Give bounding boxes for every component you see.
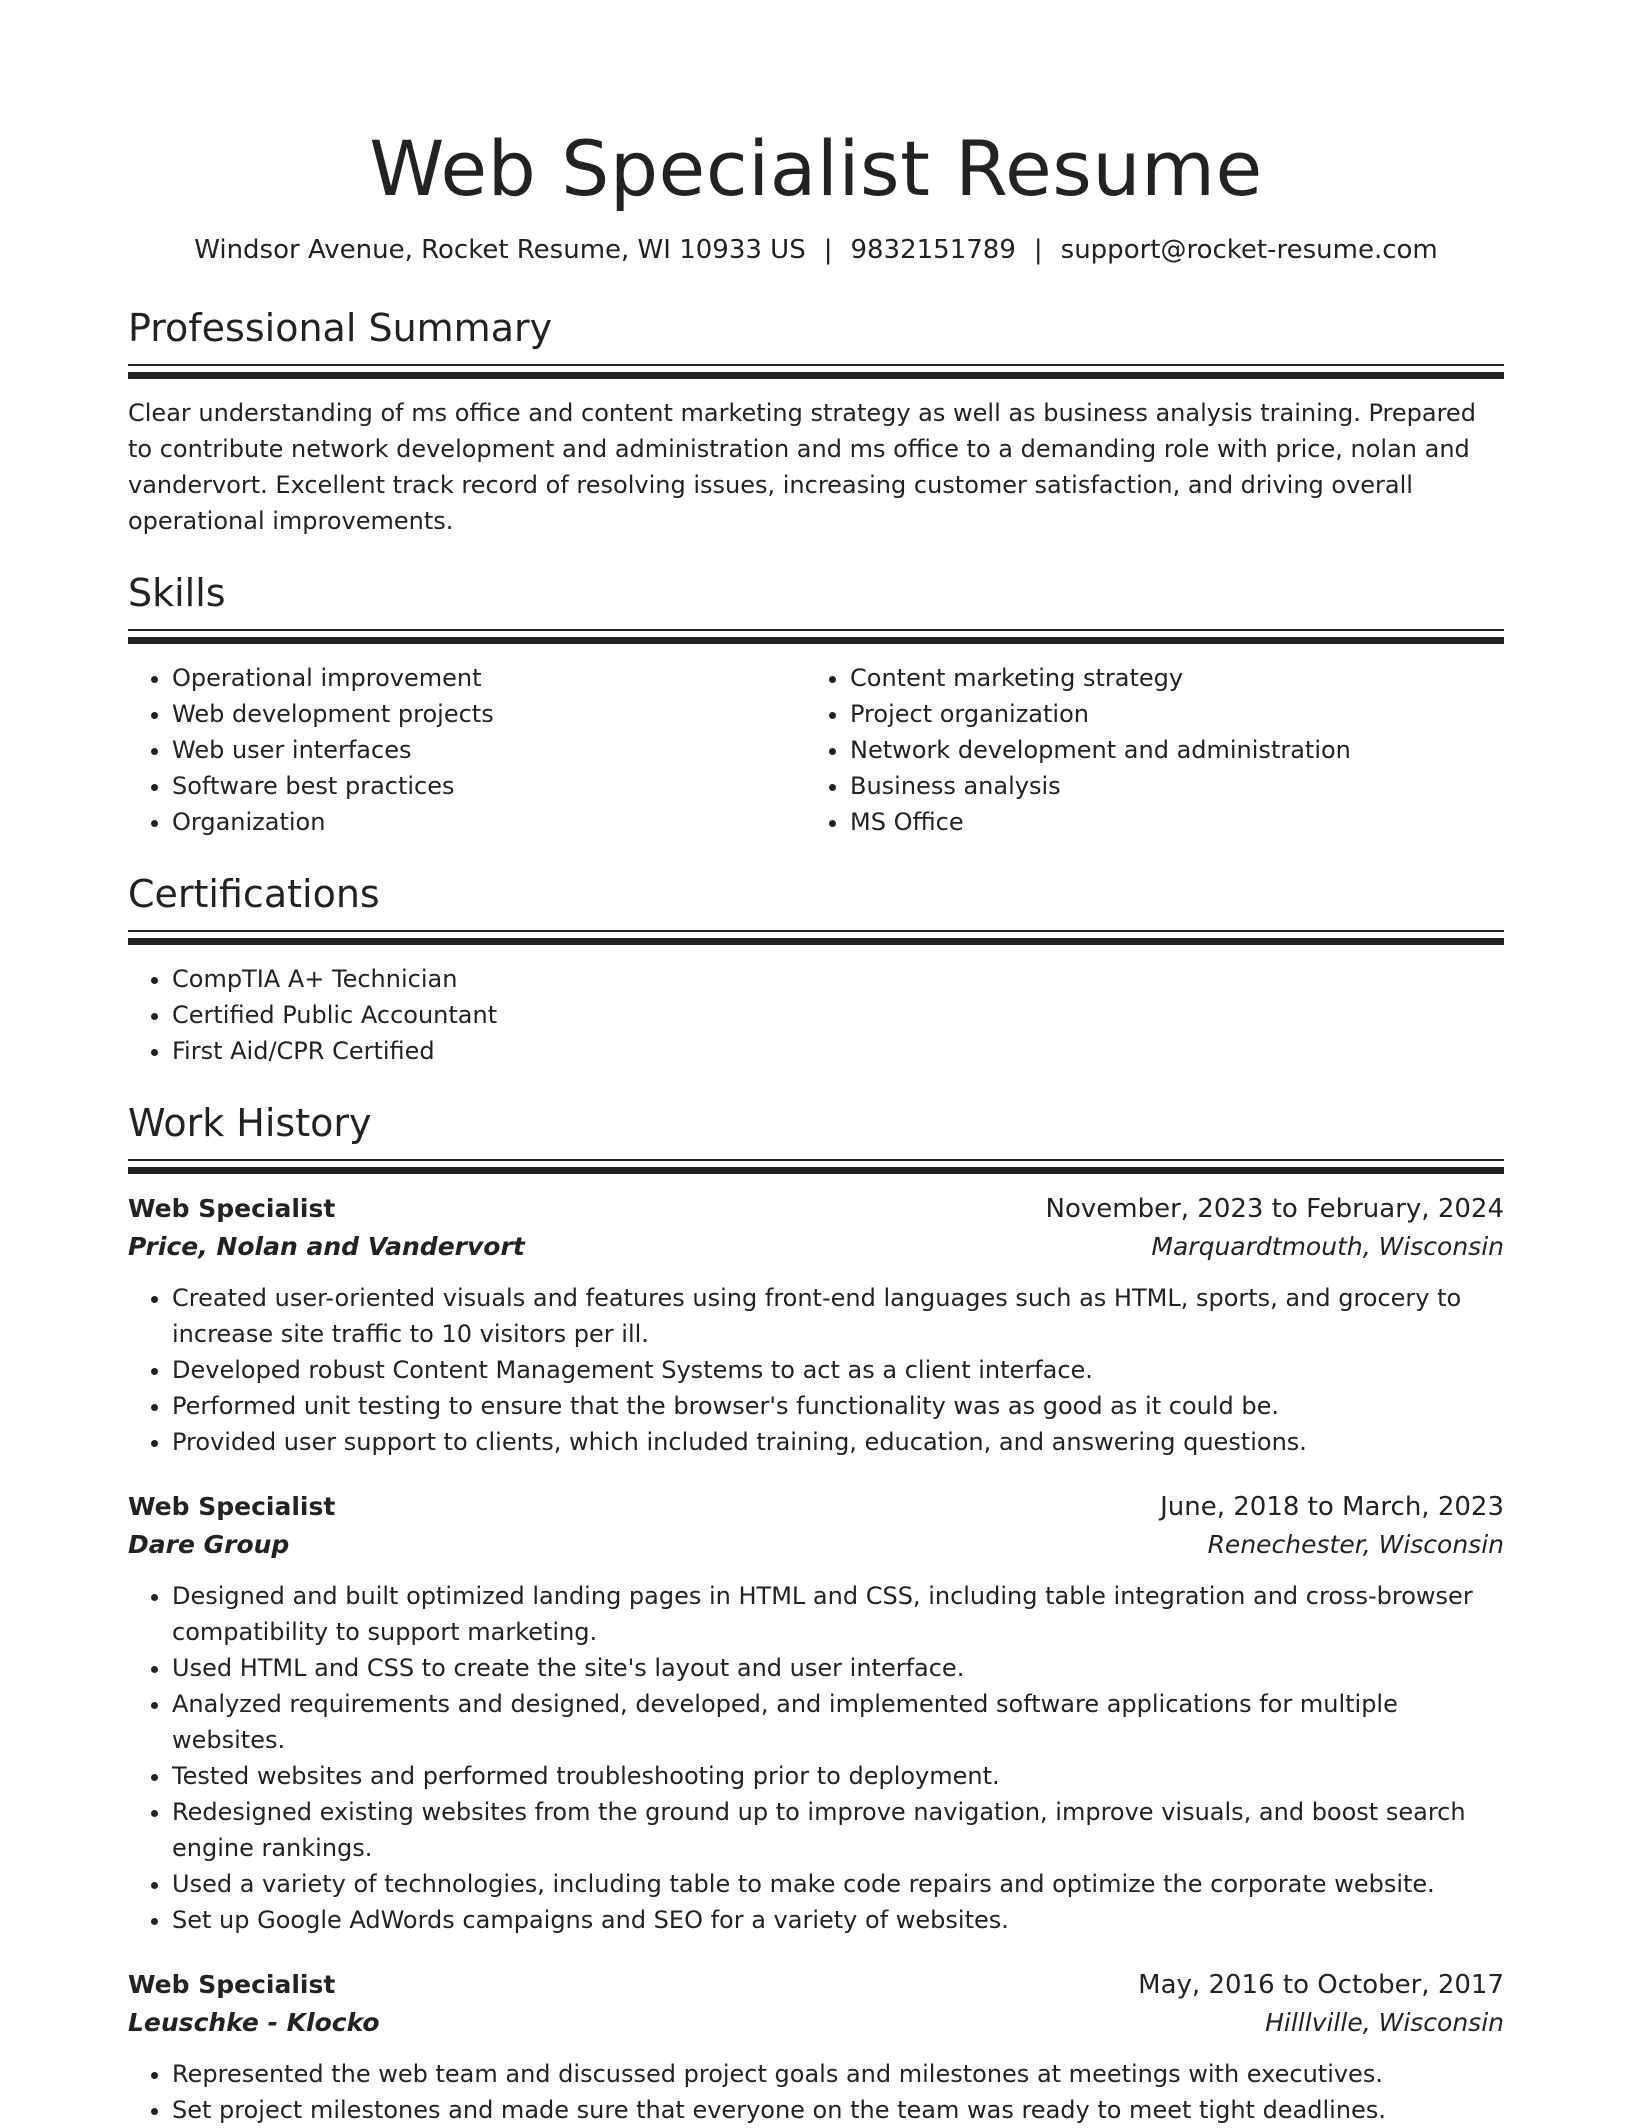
skills-list-left: [128, 660, 806, 840]
contact-email: support@rocket-resume.com: [1060, 235, 1438, 265]
skills-column-left: [128, 660, 806, 840]
job-bullet: • Analyzed requirements and designed, developed, and implemented software applications for multiple websites.: [172, 1686, 1504, 1758]
section-divider: [128, 629, 1504, 644]
job-bullets: [128, 1578, 1504, 1938]
job-company: Price, Nolan and Vandervort: [128, 1232, 525, 1261]
certification-item: • First Aid/CPR Certified: [172, 1033, 1504, 1069]
skills-heading: Skills: [128, 571, 226, 615]
job-company: Leuschke - Klocko: [128, 2008, 380, 2037]
skill-item: • Web user interfaces: [172, 732, 806, 768]
job-entry: [128, 1190, 1504, 1460]
skill-item: • Network development and administration: [850, 732, 1484, 768]
contact-phone: 9832151789: [850, 235, 1016, 265]
skill-item: • Software best practices: [172, 768, 806, 804]
job-title: Web Specialist: [128, 1492, 336, 1521]
work-history-heading: Work History: [128, 1101, 372, 1145]
job-entry: [128, 1488, 1504, 1938]
contact-separator: |: [1033, 235, 1043, 265]
summary-heading: Professional Summary: [128, 306, 553, 350]
job-location: Marquardtmouth, Wisconsin: [1151, 1232, 1504, 1261]
certification-item: • CompTIA A+ Technician: [172, 961, 1504, 997]
job-bullet: • Developed robust Content Management Systems to act as a client interface.: [172, 1352, 1504, 1388]
job-bullet: • Represented the web team and discussed project goals and milestones at meetings with executives.: [172, 2056, 1504, 2092]
job-bullet: • Used HTML and CSS to create the site's layout and user interface.: [172, 1650, 1504, 1686]
section-divider: [128, 364, 1504, 379]
job-bullet: • Designed and built optimized landing pages in HTML and CSS, including table integration and cross-browser compatibility to support marketing.: [172, 1578, 1504, 1650]
section-divider: [128, 1159, 1504, 1174]
resume-title: Web Specialist Resume: [369, 124, 1263, 213]
summary-text: Clear understanding of ms office and content marketing strategy as well as business analysis training. Prepared to contribute network development and administration and ms office to a demanding role with price, nolan and vandervort. Excellent track record of resolving issues, increasing customer satisfaction, and driving overall operational improvements.: [128, 399, 1476, 535]
job-bullets: [128, 1280, 1504, 1460]
job-bullet: • Set project milestones and made sure that everyone on the team was ready to meet tight deadlines.: [172, 2092, 1504, 2128]
job-bullet: • Used a variety of technologies, including table to make code repairs and optimize the corporate website.: [172, 1866, 1504, 1902]
job-dates: May, 2016 to October, 2017: [1138, 1970, 1504, 2000]
job-subheader-row: [128, 2004, 1504, 2042]
job-header-row: [128, 1488, 1504, 1526]
skills-section: [128, 569, 1504, 840]
skill-item: • MS Office: [850, 804, 1484, 840]
skill-item: • Web development projects: [172, 696, 806, 732]
skill-item: • Content marketing strategy: [850, 660, 1484, 696]
job-bullet: • Set up Google AdWords campaigns and SEO for a variety of websites.: [172, 1902, 1504, 1938]
job-subheader-row: [128, 1526, 1504, 1564]
skills-list-right: [806, 660, 1484, 840]
contact-separator: |: [823, 235, 833, 265]
job-dates: November, 2023 to February, 2024: [1045, 1194, 1504, 1224]
job-company: Dare Group: [128, 1530, 290, 1559]
job-bullet: • Redesigned existing websites from the ground up to improve navigation, improve visuals, and boost search engine rankings.: [172, 1794, 1504, 1866]
skill-item: • Project organization: [850, 696, 1484, 732]
job-location: Hilllville, Wisconsin: [1265, 2008, 1504, 2037]
job-entry: [128, 1966, 1504, 2128]
job-bullet: • Provided user support to clients, which included training, education, and answering questions.: [172, 1424, 1504, 1460]
job-title: Web Specialist: [128, 1970, 336, 1999]
contact-address: Windsor Avenue, Rocket Resume, WI 10933 US: [194, 235, 806, 265]
skill-item: • Business analysis: [850, 768, 1484, 804]
skill-item: • Organization: [172, 804, 806, 840]
job-dates: June, 2018 to March, 2023: [1160, 1492, 1504, 1522]
job-header-row: [128, 1966, 1504, 2004]
skills-grid: [128, 660, 1504, 840]
resume-page: [128, 0, 1504, 2128]
summary-section: [128, 304, 1504, 539]
job-header-row: [128, 1190, 1504, 1228]
skills-column-right: [806, 660, 1484, 840]
job-bullet: • Performed unit testing to ensure that the browser's functionality was as good as it could be.: [172, 1388, 1504, 1424]
job-bullet: • Created user-oriented visuals and features using front-end languages such as HTML, sports, and grocery to increase site traffic to 10 visitors per ill.: [172, 1280, 1504, 1352]
certification-item: • Certified Public Accountant: [172, 997, 1504, 1033]
certifications-heading: Certifications: [128, 872, 380, 916]
job-title: Web Specialist: [128, 1194, 336, 1223]
job-location: Renechester, Wisconsin: [1207, 1530, 1504, 1559]
job-bullet: • Tested websites and performed troubleshooting prior to deployment.: [172, 1758, 1504, 1794]
contact-line: [128, 234, 1504, 266]
section-divider: [128, 930, 1504, 945]
job-bullets: [128, 2056, 1504, 2128]
work-history-section: [128, 1099, 1504, 2128]
skill-item: • Operational improvement: [172, 660, 806, 696]
job-subheader-row: [128, 1228, 1504, 1266]
certifications-section: [128, 870, 1504, 1069]
certifications-list: [128, 961, 1504, 1069]
